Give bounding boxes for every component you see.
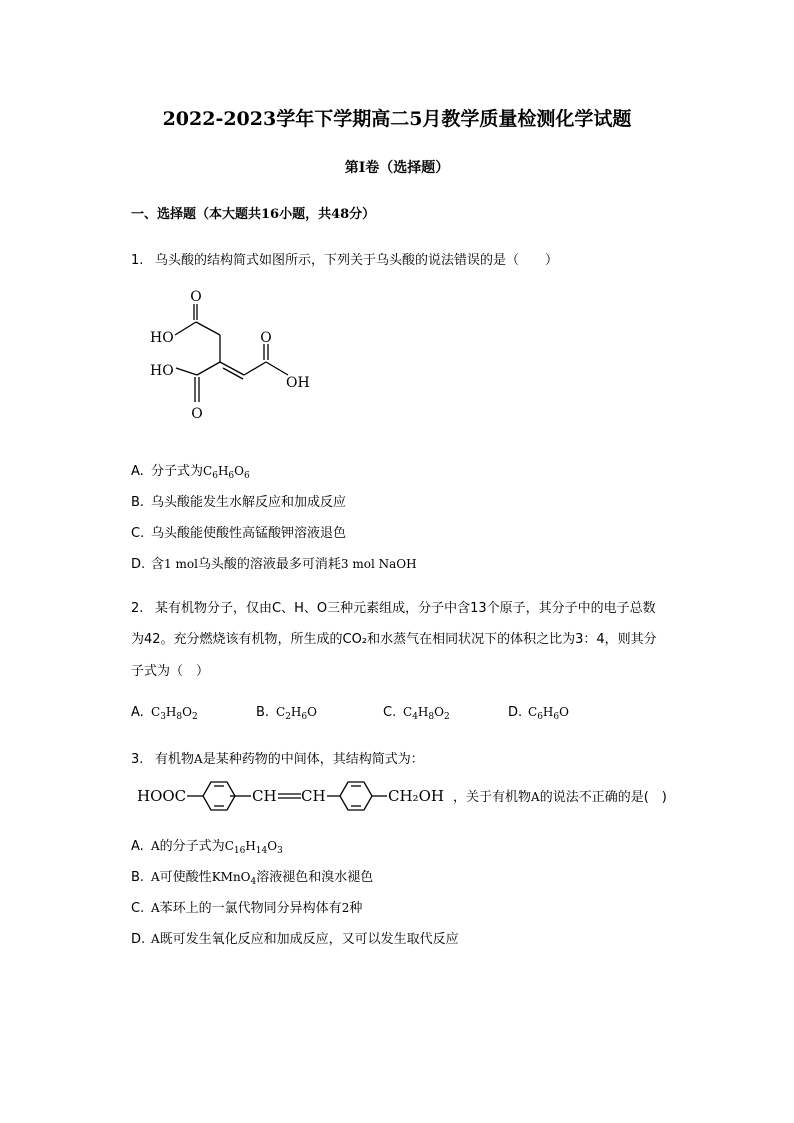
q1-option-b [131,491,346,510]
q3-option-c-text1: 苯环上的一氯代物同分异构体有 [159,901,342,916]
q3-option-c-number: 2 [341,901,350,915]
q3-option-c [131,897,362,916]
q2-stem-line3: 子式为（ ） [131,664,210,679]
q2-number: 2. [131,601,144,616]
q3-tail-pre: ，关于有机物 [453,790,532,805]
q3-stem-pre: 有机物 [155,752,195,767]
q3-option-c-compound: A [151,901,160,915]
q3-option-b-letter: B. [131,870,145,885]
q1-option-a-formula: $C_6H_6O_6$ [203,464,250,481]
q1-option-c-letter: C. [131,526,145,541]
q2-option-a-formula: $C_3H_8O_2$ [151,705,198,722]
q2-stem-line1 [131,597,656,616]
q1-ho-mid: HO [150,363,174,379]
q1-stem-text: 乌头酸的结构简式如图所示，下列关于乌头酸的说法错误的是（ ） [155,253,559,268]
q1-ho-left: HO [150,330,174,346]
q3-option-a-compound: A [151,839,160,853]
q3-option-d-text: 既可发生氧化反应和加成反应，又可以发生取代反应 [159,932,459,947]
q2-option-c [383,705,450,720]
q2-option-a-letter: A. [131,705,144,720]
section-heading: 一、选择题（本大题共16小题，共48分） [131,207,376,222]
q3-number: 3. [131,752,144,767]
q3-option-a-text: 的分子式为 [159,839,225,854]
q3-stem-tail [453,786,667,805]
q1-oh-right: OH [286,375,310,391]
q1-option-a-letter: A. [131,464,144,479]
q2-option-c-letter: C. [383,705,397,720]
q3-tail-compound: A [531,790,540,804]
q3-option-d-compound: A [151,932,160,946]
q3-option-c-letter: C. [131,901,145,916]
q1-o-right: O [260,330,272,346]
q3-hooc-label: HOOC [137,787,187,805]
q2-option-b-letter: B. [256,705,270,720]
q2-option-a [131,705,198,720]
q2-stem-line2: 为42。充分燃烧该有机物，所生成的CO₂和水蒸气在相同状况下的体积之比为3：4，则其分 [131,632,657,647]
q1-option-d-amount2: 3 mol NaOH [340,557,417,571]
q1-o-top: O [190,289,202,305]
q3-option-b-text1: 可使酸性 [159,870,212,885]
q1-option-c [131,522,346,541]
q3-option-b-compound: A [151,870,160,884]
part-title: 第I卷（选择题） [344,160,450,176]
q3-stem-post: 是某种药物的中间体，其结构简式为： [202,752,424,767]
q3-option-d-letter: D. [131,932,146,947]
q1-option-a-text: 分子式为 [151,464,204,479]
q3-option-d [131,928,459,947]
q1-option-b-letter: B. [131,495,145,510]
compound-a-structure [135,777,455,813]
q1-option-d-letter: D. [131,557,146,572]
q3-option-a [131,835,283,854]
q3-option-b [131,866,373,885]
q3-option-a-letter: A. [131,839,144,854]
q1-o-bottom: O [191,406,203,422]
q3-option-b-formula: KMnO$_4$ [211,870,257,887]
q2-option-d-letter: D. [508,705,523,720]
aconitic-acid-structure [140,282,330,430]
q3-ch1-label: CH [252,787,277,805]
q2-option-b [256,705,317,720]
q3-ch2-label: CH [301,787,326,805]
q3-stem [131,748,424,767]
q3-tail-post: 的说法不正确的是( ) [539,790,667,805]
q2-option-d [508,705,569,720]
q1-option-b-text: 乌头酸能发生水解反应和加成反应 [151,495,347,510]
page-title: 2022-2023学年下学期高二5月教学质量检测化学试题 [162,108,632,130]
q2-option-c-formula: $C_4H_8O_2$ [403,705,450,722]
q3-ch2oh-label: CH₂OH [388,787,444,805]
q1-option-d-pre: 含 [151,557,165,572]
q2-option-d-formula: $C_6H_6O$ [528,705,569,722]
q2-option-b-formula: $C_2H_6O$ [276,705,317,722]
q1-option-c-text: 乌头酸能使酸性高锰酸钾溶液退色 [151,526,347,541]
q3-option-b-text2: 溶液褪色和溴水褪色 [256,870,374,885]
q1-option-d-mid: 乌头酸的溶液最多可消耗 [197,557,341,572]
q3-option-c-text2: 种 [349,901,363,916]
q1-option-d-amount1: 1 mol [164,557,198,571]
q3-stem-compound: A [194,752,203,766]
q1-option-a [131,460,250,479]
q1-option-d [131,553,417,572]
q3-option-a-formula: $C_{16}H_{14}O_3$ [224,839,283,856]
q1-number: 1. [131,253,144,268]
q1-stem [131,249,558,268]
q2-line1-text: 某有机物分子，仅由C、H、O三种元素组成，分子中含13个原子，其分子中的电子总数 [155,601,656,616]
